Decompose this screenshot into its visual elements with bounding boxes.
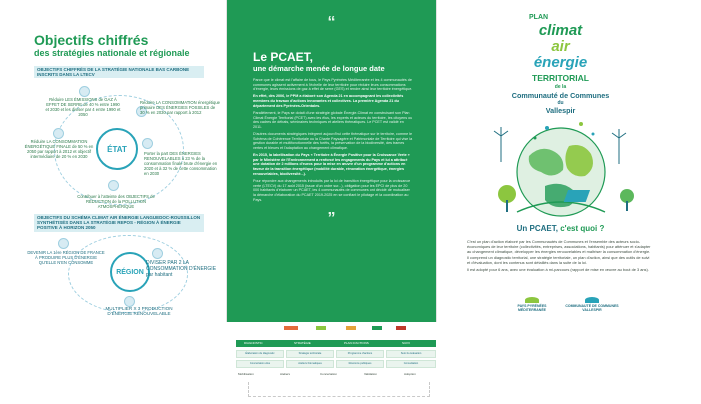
row-label: Concertation — [320, 372, 338, 376]
phase-label: STRATÉGIE — [294, 341, 311, 345]
region-item-3: MULTIPLIER X 3 PRODUCTION D'ÉNERGIE RENOUVELABLE — [105, 306, 173, 317]
right-paragraph: C'est un plan d'action élaboré par les Communautés de Communes et l'ensemble des acteurs socio-économiques de leur territoire (collectivités, entreprises, associations, habitants) pour atténuer et s'adapter au changement climatique, développer les énergies renouvelables et maîtriser la consommation d'énergie. — [467, 239, 651, 254]
left-panel — [18, 0, 227, 322]
right-paragraph: Il comprend un diagnostic territorial, une stratégie territoriale, un plan d'action, ainsi que des outils de suivi et d'évaluation, dont les contenus sont détaillés dans la suite de la loi. — [467, 255, 650, 266]
middle-body — [253, 78, 413, 205]
energie-word: énergie — [533, 54, 588, 71]
etat-circle — [96, 128, 138, 170]
section2-heading: OBJECTIFS DU SCHÉMA CLIMAT AIR ÉNERGIE LANGUEDOC-ROUSSILLON SYNTHÉTISÉS DANS LA STRATÉGIE REPOS - RÉGION À ÉNERGIE POSITIVE À HORIZON 2050 — [34, 214, 204, 232]
row-label: Adoption — [404, 372, 416, 376]
right-panel — [436, 0, 684, 322]
timeline-cell: Ateliers thématiques — [286, 360, 334, 368]
energy-consumption-icon — [53, 128, 64, 139]
vallespir-text: Vallespir — [545, 106, 576, 115]
du-text: du — [557, 100, 564, 106]
section1-heading: OBJECTIFS CHIFFRÉS DE LA STRATÉGIE NATIONALE BAS CARBONE INSCRITS DANS LA LTECV — [34, 66, 204, 78]
region-item-1: DEVENIR LA 1ère RÉGION DE FRANCE À PRODUIRE PLUS D'ÉNERGIE QU'ELLE N'EN CONSOMME — [27, 250, 105, 265]
middle-subtitle: une démarche menée de longue date — [253, 64, 385, 73]
row-label: Validation — [364, 372, 377, 376]
pollution-icon — [108, 180, 119, 191]
etat-item-4: Porter la part DES ÉNERGIES RENOUVELABLES à 23 % de la consommation finale brute d'énergie en 2020 et à 32 % de cette consommation en 2030 — [144, 151, 218, 176]
etat-item-2: Réduire LA CONSOMMATION énergétique primaire DES ÉNERGIES FOSSILES de 30 % en 2030 par rapport à 2012 — [140, 100, 220, 115]
timeline-cell: Concertation élus — [236, 360, 284, 368]
consumption-icon — [152, 248, 163, 259]
right-paragraph: Il est adopté pour 6 ans, avec une évaluation à mi-parcours (rapport de mise en œuvre au bout de 3 ans). — [467, 266, 649, 272]
etat-item-3: Réduire LA CONSOMMATION ÉNERGÉTIQUE FINALE de 50 % en 2050 par rapport à 2012 et objectif intermédiaire de 20 % en 2030 — [24, 139, 94, 159]
timeline-marker — [372, 326, 382, 330]
timeline-marker — [284, 326, 298, 330]
france-region-icon — [58, 238, 69, 249]
middle-paragraph: Parce que le climat est l'affaire de tous, le Pays Pyrénées Méditerranée et les 4 communautés de communes agissent activement à l'échelle de leur territoire pour réduire leurs consommations d'énergie, leurs émissions de gaz à effet de serre (GES) et rendre ainsi leur territoire énergétique. — [253, 78, 413, 92]
vallespir-logo-text: COMMUNAUTÉ DE COMMUNES VALLESPIR — [565, 304, 619, 312]
de-la-text: de la — [554, 84, 567, 90]
vallespir-logo-mark — [585, 297, 599, 303]
climat-word: climat — [538, 22, 583, 39]
right-body — [467, 240, 653, 275]
timeline-cell: Réunions publiques — [336, 360, 384, 368]
timeline-marker — [316, 326, 326, 330]
pays-logo-text: PAYS PYRÉNÉES MÉDITERRANÉE — [517, 304, 547, 312]
etat-item-1: Réduire LES ÉMISSIONS de GAZ À EFFET DE SERRE de 40 % entre 1990 et 2030 et les diviser par 4 entre 1990 et 2050 — [45, 97, 121, 117]
timeline-marker — [396, 326, 406, 330]
territorial-word: TERRITORIAL — [532, 73, 589, 83]
air-word: air — [551, 38, 570, 55]
question-suffix: c'est quoi ? — [560, 224, 605, 233]
timeline-flap — [232, 326, 452, 400]
middle-panel — [227, 0, 436, 322]
region-circle — [110, 252, 150, 292]
timeline-marker — [346, 326, 356, 330]
question-prefix: Un PCAET, — [516, 224, 558, 233]
etat-item-5: Contribuer à l'atteinte des OBJECTIFS de RÉDUCTION de la POLLUTION ATMOSPHÉRIQUE — [77, 194, 155, 209]
row-label: Mobilisation — [238, 372, 254, 376]
etat-label: ÉTAT — [107, 144, 127, 154]
timeline-cell: Suivi & évaluation — [386, 350, 436, 358]
communaute-text: Communauté de Communes — [511, 91, 610, 100]
middle-paragraph: Parallèlement, le Pays se dotait d'une stratégie globale Énergie-Climat en construisant son Plan Climat Énergie Territorial (PCET) avec les élus, les experts et acteurs du territoire, les citoyens ou des cadres de débats, séminaires techniques et ateliers thématiques. Le PCET est validé en 2011. — [253, 110, 413, 129]
timeline-cell: Élaboration du diagnostic — [236, 350, 284, 358]
region-item-2: DIVISER PAR 2 LA CONSOMMATION D'ÉNERGIE par habitant — [146, 260, 217, 278]
vallespir-logo — [565, 297, 619, 312]
earth-illustration — [477, 116, 645, 222]
open-quote-icon: “ — [327, 14, 336, 31]
fold-outline — [248, 382, 430, 397]
phase-label: DIAGNOSTIC — [244, 341, 263, 345]
left-title: Objectifs chiffrés — [34, 32, 149, 48]
renewable-energy-icon — [142, 138, 153, 149]
close-quote-icon: ” — [327, 210, 336, 227]
phase-label: PLAN D'ACTIONS — [344, 341, 369, 345]
middle-paragraph: En 2015, la labellisation du Pays « Territoire à Énergie Positive pour la Croissance Verte » par le Ministère de l'Environnement a renforcé les engagements du Pays et lui a attribué une dotation de 2 millions d'euros pour la mise en œuvre d'un programme d'actions en faveur de la transition énergétique (mobilité durable, rénovation énergétique, énergies renouvelables, biodiversité...). — [253, 153, 410, 176]
timeline-cell: Consultation — [386, 360, 436, 368]
timeline-cell: Programme d'actions — [336, 350, 384, 358]
row-label: Ateliers — [280, 372, 291, 376]
region-label: RÉGION — [116, 268, 144, 276]
emissions-icon — [79, 86, 90, 97]
middle-paragraph: En effet, dès 2006, le PPM a élaboré son Agenda 21 en accompagnant les collectivités membres du travaux d'actions innovantes et collectives. La première Agenda 21 du département des Pyrénées-Orientales. — [253, 94, 404, 108]
left-subtitle: des stratégies nationale et régionale — [34, 48, 190, 58]
middle-paragraph: Pour répondre aux changements introduits par la loi de transition énergétique pour la croissance verte (LTECV) du 17 août 2015 (issue d'un ordre sur...), obligation pour les EPCI de plus de 20 000 habitants d'élaborer un PCAET, les 4 communautés de communes ont décidé de mutualiser la démarche d'élaboration du PCAET 2019-2025 en se confiant le pilotage et la coordination au Pays. — [253, 178, 411, 202]
pays-logo — [507, 297, 557, 312]
middle-title: Le PCAET, — [253, 50, 314, 64]
phase-label: SUIVI — [402, 341, 410, 345]
plan-label: PLAN — [529, 14, 549, 21]
pays-logo-mark — [525, 297, 539, 303]
pcaet-question — [437, 224, 684, 233]
middle-paragraph: D'autres documents stratégiques intègrent aujourd'hui cette thématique sur le territoire, comme le Schéma de Cohérence Territoriale ou la Charte Paysagère et Patrimoniale de Territoire qui vise la gestion durable et multifonctionnelle des forêts, la préservation de la biodiversité, des trames vertes et bleues et l'adaptation au changement climatique. — [253, 131, 413, 151]
timeline-cell: Stratégie territoriale — [286, 350, 334, 358]
